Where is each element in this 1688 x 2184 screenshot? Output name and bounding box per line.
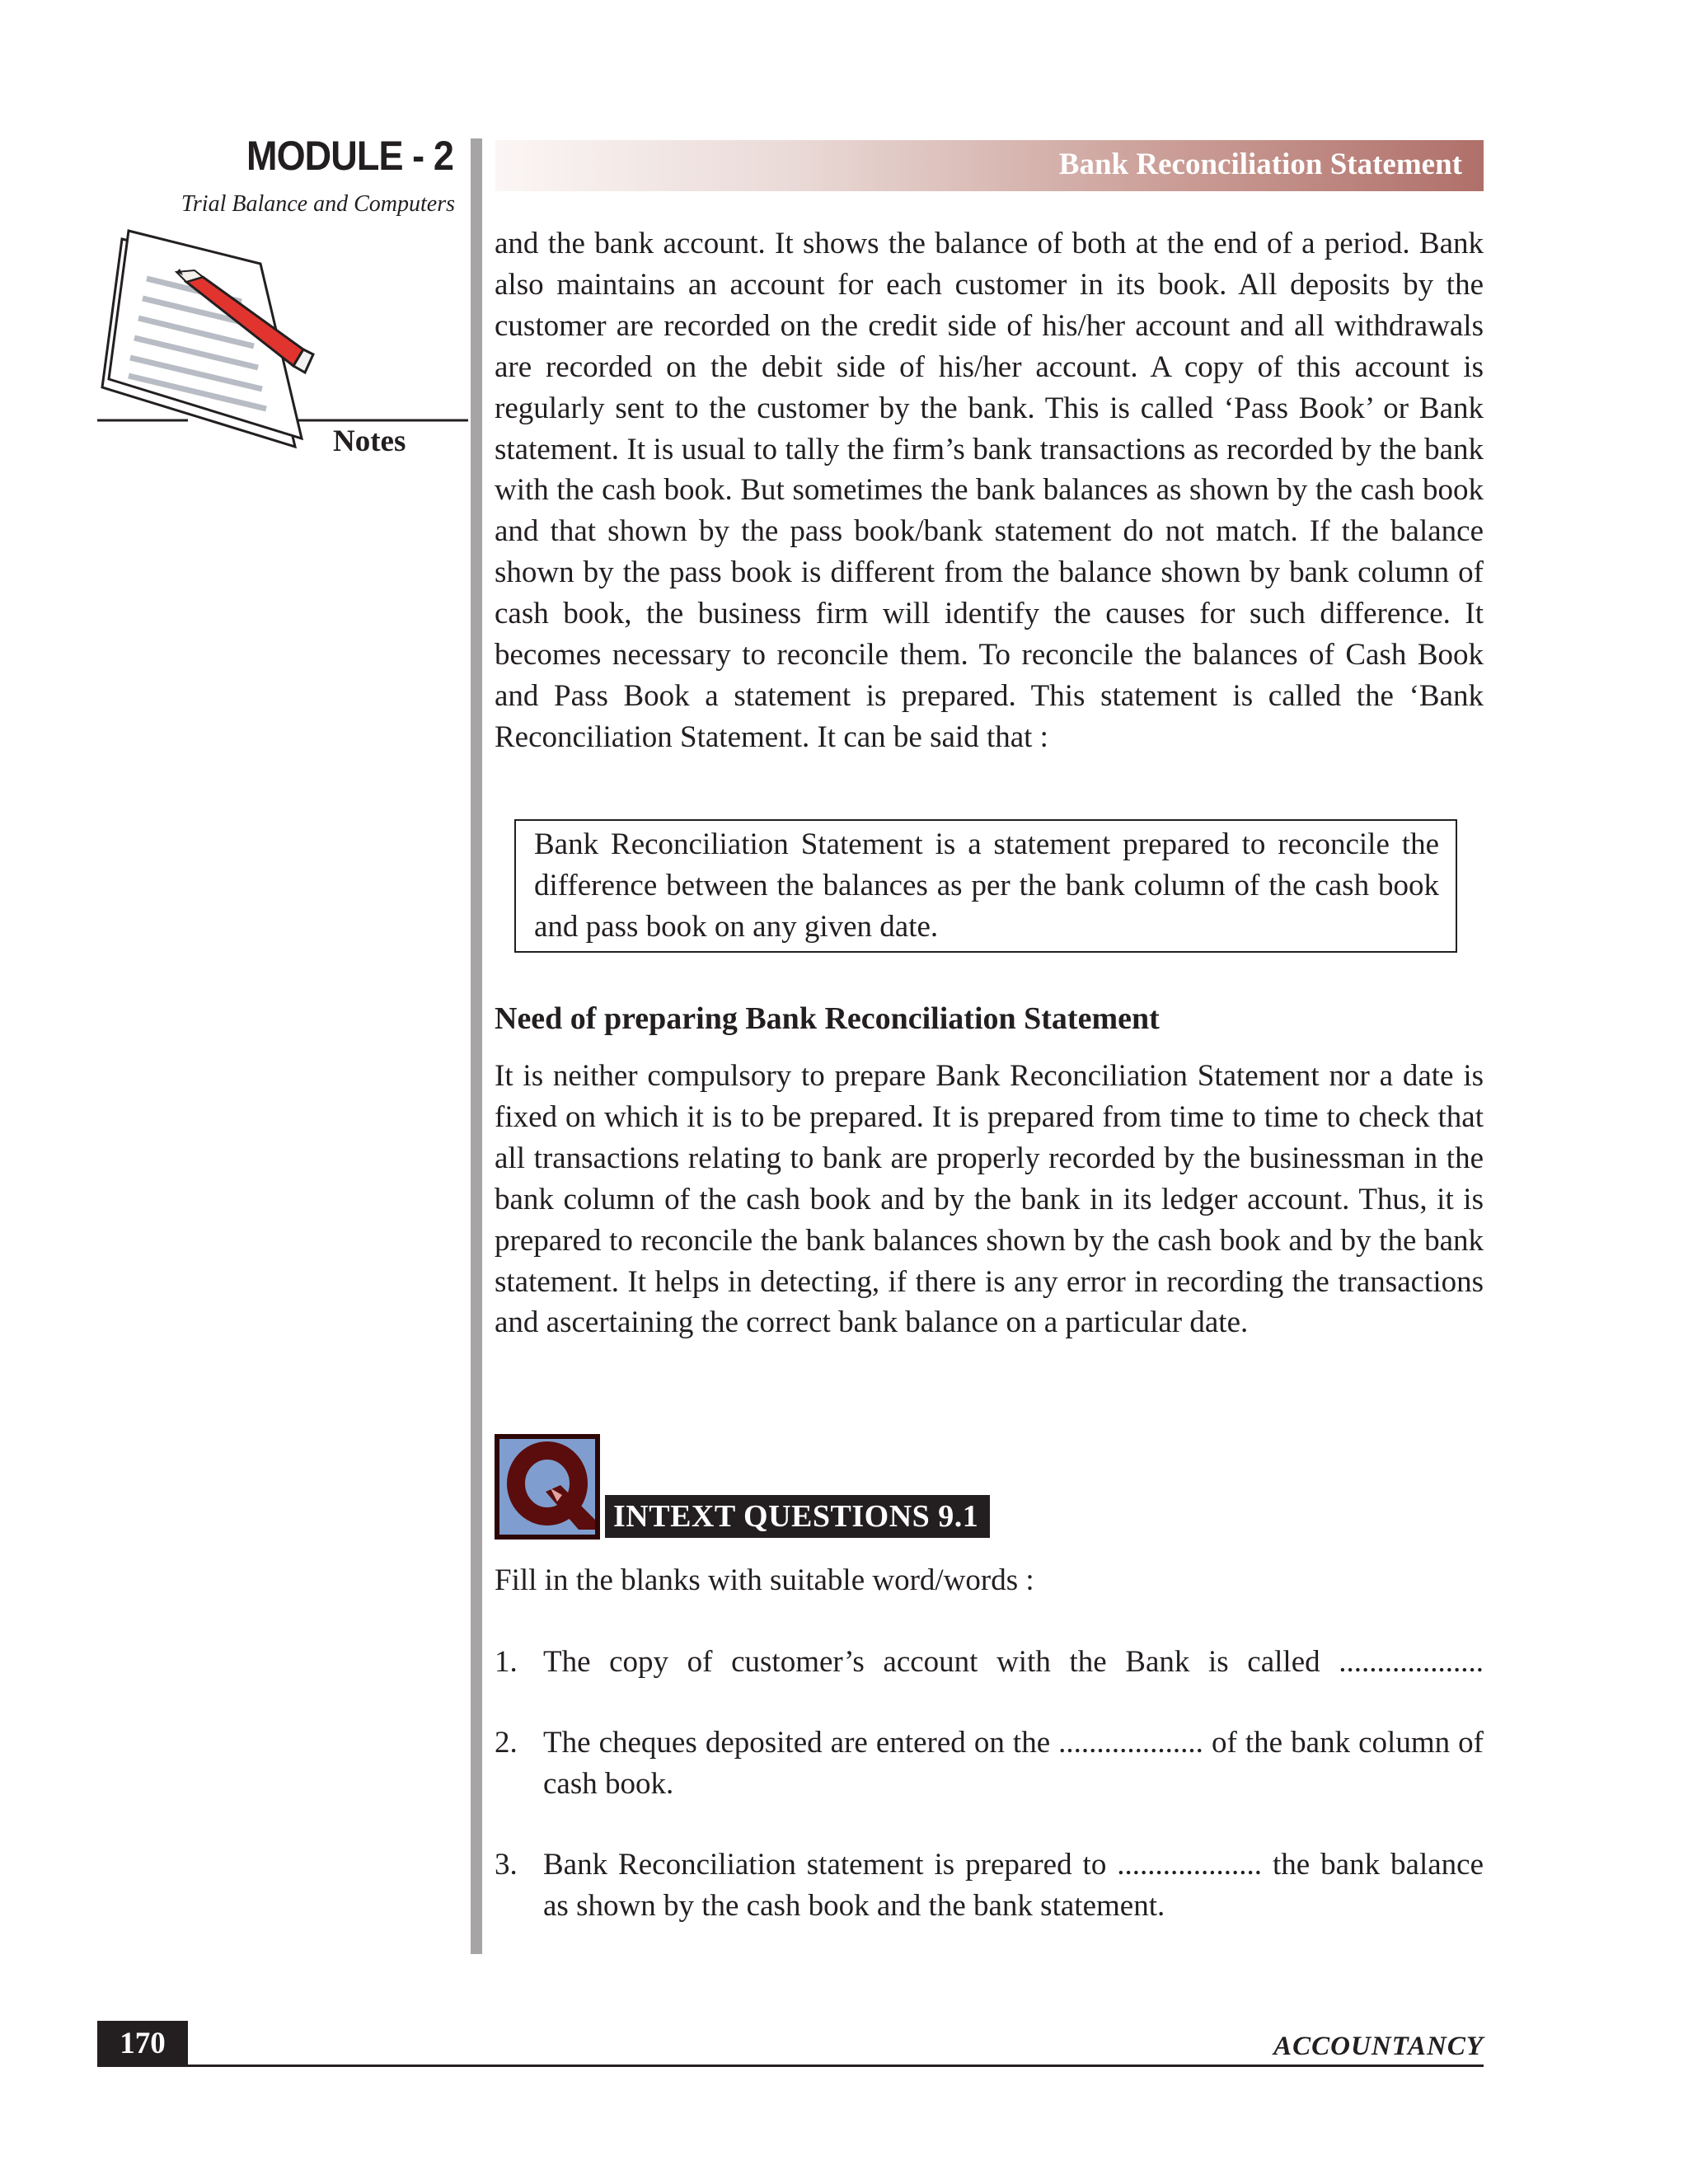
page-number: 170: [97, 2021, 188, 2067]
definition-text: Bank Reconciliation Statement is a statement prepared to reconcile the difference between the balances as per the bank column of the cash book and pass book on any given date.: [534, 827, 1439, 944]
question-text: The cheques deposited are entered on the ................... of the bank column of cash book.: [543, 1726, 1484, 1801]
question-q-icon: [495, 1434, 600, 1540]
chapter-title: Bank Reconciliation Statement: [1058, 148, 1462, 181]
section-heading: Need of preparing Bank Reconciliation Statement: [495, 1001, 1160, 1036]
module-subtitle: Trial Balance and Computers: [181, 191, 455, 217]
notes-pencil-icon: [97, 223, 468, 462]
notes-label: Notes: [333, 424, 406, 458]
question-text: Bank Reconciliation statement is prepared to ................... the bank balance as shown by the cash book and the bank statement.: [543, 1848, 1484, 1923]
question-number: 2.: [495, 1726, 518, 1760]
question-number: 3.: [495, 1848, 518, 1882]
margin-rule: [471, 138, 482, 1954]
footer-title: ACCOUNTANCY: [1273, 2032, 1484, 2061]
body-paragraph-2: It is neither compulsory to prepare Bank Reconciliation Statement nor a date is fixed on which it is to be prepared. It is prepared from time to time to check that all transactions relating to bank are properly recorded by the businessman in the bank column of the cash book and by the bank in its ledger account. Thus, it is prepared to reconcile the bank balances shown by the cash book and by the bank statement. It helps in detecting, if there is any error in recording the transactions and ascertaining the correct bank balance on a particular date.: [495, 1059, 1484, 1340]
chapter-header-band: [495, 140, 1484, 191]
body-paragraph-1: and the bank account. It shows the balance of both at the end of a period. Bank also maintains an account for each customer in its book. All deposits by the customer are recorded on the credit side of his/her account and all withdrawals are recorded on the debit side of his/her account. A copy of this account is regularly sent to the customer by the bank. This is called ‘Pass Book’ or Bank statement. It is usual to tally the firm’s bank transactions as recorded by the bank with the cash book. But sometimes the bank balances as shown by the cash book and that shown by the pass book/bank statement do not match. If the balance shown by the pass book is different from the balance shown by bank column of cash book, the business firm will identify the causes for such difference. It becomes necessary to reconcile them. To reconcile the balances of Cash Book and Pass Book a statement is prepared. This statement is called the ‘Bank Reconciliation Statement. It can be said that :: [495, 227, 1484, 754]
question-text: The copy of customer’s account with the Bank is called ...................: [543, 1645, 1484, 1679]
footer-rule: [97, 2064, 1484, 2067]
question-number: 1.: [495, 1645, 518, 1679]
instruction-text: Fill in the blanks with suitable word/words :: [495, 1563, 1034, 1597]
intext-questions-label: INTEXT QUESTIONS 9.1: [605, 1495, 990, 1538]
definition-box: [514, 819, 1457, 953]
module-title: MODULE - 2: [246, 133, 453, 179]
